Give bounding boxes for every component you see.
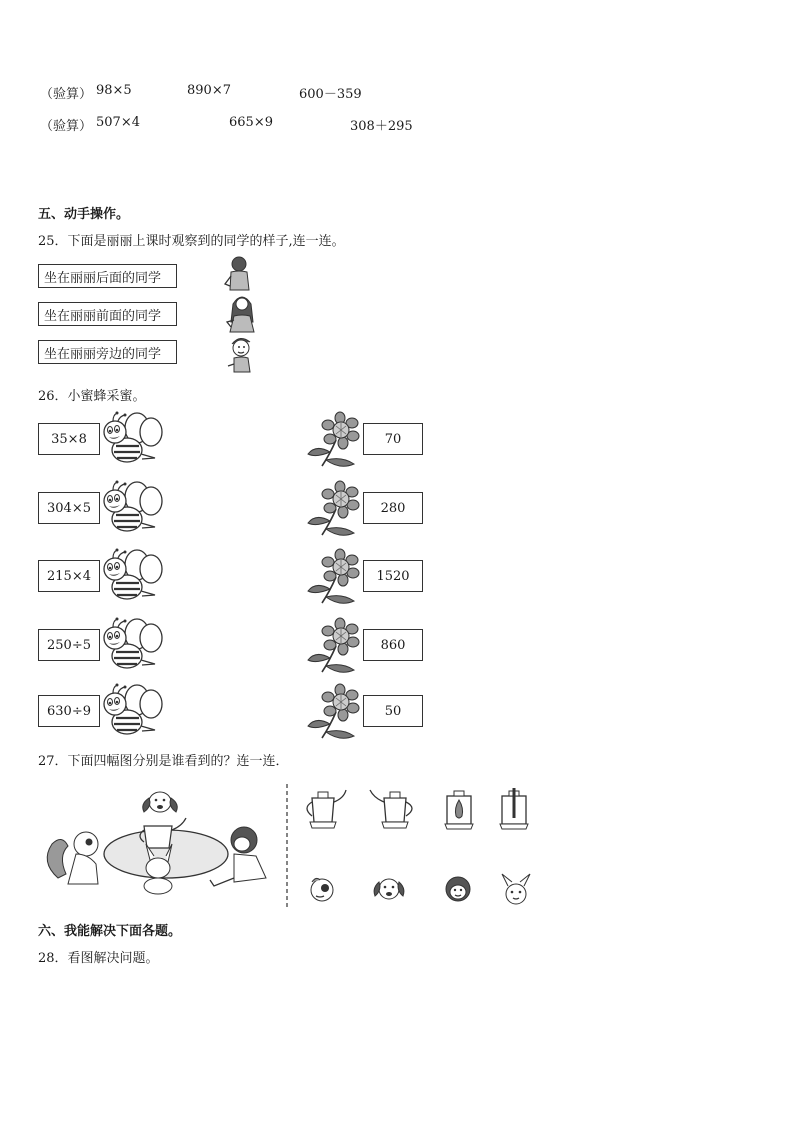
flower-answer: 860 [380, 637, 406, 653]
student-front-girl-image[interactable] [225, 292, 261, 334]
flower-answer-box[interactable] [363, 629, 423, 661]
flower-answer: 1520 [376, 568, 410, 584]
calc-item: 600－359 [299, 87, 362, 102]
teapot-view-1-image[interactable] [298, 788, 348, 832]
teapot-view-2-image[interactable] [368, 788, 424, 832]
calc-item: 665×9 [229, 115, 273, 130]
calc-item: 308＋295 [350, 119, 413, 134]
bee-icon [99, 412, 159, 468]
calc-item: 98×5 [96, 83, 132, 98]
bee-expression-box[interactable] [38, 423, 100, 455]
flower-answer: 70 [384, 431, 402, 447]
student-side-boy-image[interactable] [226, 334, 262, 374]
flower-icon [306, 686, 362, 740]
squirrel-face-icon[interactable] [306, 874, 336, 904]
table-scene-image [38, 782, 270, 894]
flower-icon [306, 483, 362, 537]
flower-answer-box[interactable] [363, 492, 423, 524]
bee-expression-box[interactable] [38, 560, 100, 592]
flower-answer-box[interactable] [363, 423, 423, 455]
dog-face-icon[interactable] [372, 874, 406, 906]
position-option-back[interactable] [38, 264, 177, 288]
monkey-face-icon[interactable] [442, 874, 474, 906]
verify-label: （验算） [40, 119, 93, 134]
flower-icon [306, 551, 362, 605]
bee-expression-box[interactable] [38, 695, 100, 727]
flower-answer: 50 [384, 703, 402, 719]
bee-icon [99, 481, 159, 537]
flower-icon [306, 620, 362, 674]
bee-expression: 215×4 [47, 568, 91, 584]
bee-expression-box[interactable] [38, 492, 100, 524]
question-27: 27．下面四幅图分别是谁看到的？连一连． [38, 754, 289, 769]
bee-icon [99, 549, 159, 605]
bee-expression: 250÷5 [47, 637, 91, 653]
question-26: 26．小蜜蜂采蜜。 [38, 389, 146, 404]
teapot-view-3-image[interactable] [444, 788, 474, 832]
flower-answer-box[interactable] [363, 560, 423, 592]
divider-line [284, 784, 290, 908]
flower-answer-box[interactable] [363, 695, 423, 727]
question-25: 25．下面是丽丽上课时观察到的同学的样子,连一连。 [38, 234, 345, 249]
section-title: 五、动手操作。 [38, 207, 130, 222]
bee-icon [99, 684, 159, 740]
bee-expression-box[interactable] [38, 629, 100, 661]
bee-icon [99, 618, 159, 674]
option-label: 坐在丽丽后面的同学 [44, 270, 162, 286]
calc-item: 890×7 [187, 83, 231, 98]
verify-label: （验算） [40, 87, 93, 102]
section-title: 六、我能解决下面各题。 [38, 924, 182, 939]
teapot-view-4-image[interactable] [498, 788, 530, 832]
option-label: 坐在丽丽前面的同学 [44, 308, 162, 324]
rabbit-face-icon[interactable] [500, 872, 532, 908]
position-option-side[interactable] [38, 340, 177, 364]
position-option-front[interactable] [38, 302, 177, 326]
question-28: 28．看图解决问题。 [38, 951, 159, 966]
bee-expression: 630÷9 [47, 703, 91, 719]
calc-item: 507×4 [96, 115, 140, 130]
student-back-view-image[interactable] [222, 254, 258, 294]
bee-expression: 304×5 [47, 500, 91, 516]
flower-answer: 280 [380, 500, 406, 516]
option-label: 坐在丽丽旁边的同学 [44, 346, 162, 362]
bee-expression: 35×8 [51, 431, 87, 447]
flower-icon [306, 414, 362, 468]
